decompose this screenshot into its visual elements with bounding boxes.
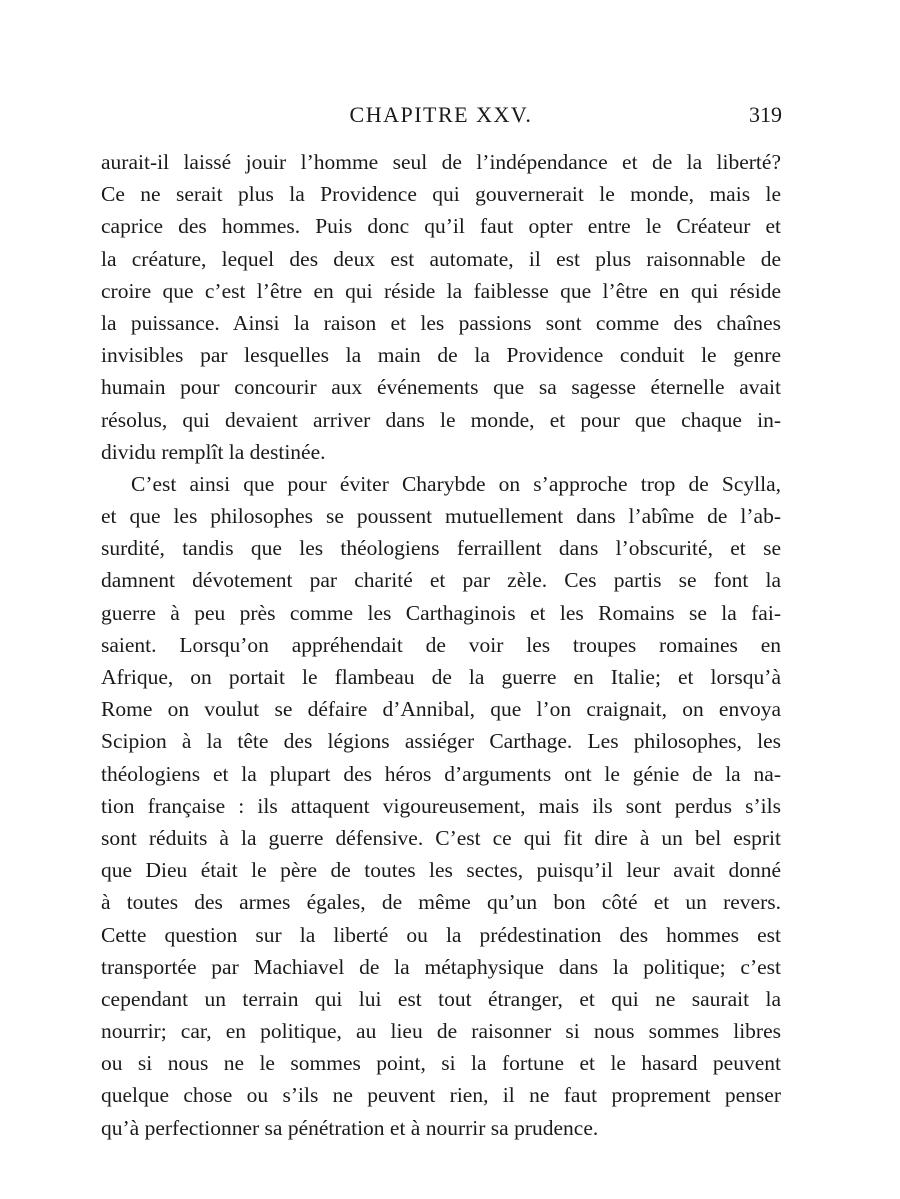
text-line: croire que c’est l’être en qui réside la faiblesse que l’être en qui réside: [101, 278, 781, 303]
body-text: [101, 146, 781, 1144]
text-line: surdité, tandis que les théologiens ferraillent dans l’obscurité, et se: [101, 536, 781, 561]
text-line: à toutes des armes égales, de même qu’un bon côté et un revers.: [101, 890, 781, 915]
text-line: Rome on voulut se défaire d’Annibal, que l’on craignait, on envoya: [101, 697, 781, 722]
text-line: Scipion à la tête des légions assiéger Carthage. Les philosophes, les: [101, 729, 781, 754]
running-head: [100, 98, 782, 134]
text-line: ou si nous ne le sommes point, si la fortune et le hasard peuvent: [101, 1051, 781, 1076]
paragraph: [101, 468, 781, 1144]
text-line: la puissance. Ainsi la raison et les passions sont comme des chaînes: [101, 310, 781, 335]
text-line: résolus, qui devaient arriver dans le monde, et pour que chaque in-: [101, 407, 781, 432]
text-line: que Dieu était le père de toutes les sectes, puisqu’il leur avait donné: [101, 858, 781, 883]
chapter-title: CHAPITRE XXV.: [349, 102, 533, 127]
text-line: quelque chose ou s’ils ne peuvent rien, il ne faut proprement penser: [101, 1083, 781, 1108]
text-line: humain pour concourir aux événements que sa sagesse éternelle avait: [101, 375, 781, 400]
text-line: C’est ainsi que pour éviter Charybde on s’approche trop de Scylla,: [131, 471, 781, 496]
text-line: et que les philosophes se poussent mutuellement dans l’abîme de l’ab-: [101, 504, 781, 529]
text-line: transportée par Machiavel de la métaphysique dans la politique; c’est: [101, 954, 781, 979]
text-line: qu’à perfectionner sa pénétration et à nourrir sa prudence.: [101, 1115, 599, 1140]
text-line: Afrique, on portait le flambeau de la guerre en Italie; et lorsqu’à: [101, 665, 781, 689]
text-line: théologiens et la plupart des héros d’arguments ont le génie de la na-: [101, 761, 781, 786]
text-line: tion française : ils attaquent vigoureusement, mais ils sont perdus s’ils: [101, 793, 781, 818]
text-line: Cette question sur la liberté ou la prédestination des hommes est: [101, 922, 781, 947]
text-line: dividu remplît la destinée.: [101, 439, 326, 464]
text-line: guerre à peu près comme les Carthaginois et les Romains se la fai-: [101, 600, 781, 625]
text-line: invisibles par lesquelles la main de la Providence conduit le genre: [101, 343, 781, 368]
page-number: 319: [749, 102, 782, 127]
text-line: saient. Lorsqu’on appréhendait de voir les troupes romaines en: [101, 632, 781, 657]
text-line: damnent dévotement par charité et par zèle. Ces partis se font la: [101, 568, 781, 593]
text-line: sont réduits à la guerre défensive. C’est ce qui fit dire à un bel esprit: [101, 825, 781, 850]
text-line: aurait-il laissé jouir l’homme seul de l’indépendance et de la liberté?: [101, 150, 781, 174]
text-line: cependant un terrain qui lui est tout étranger, et qui ne saurait la: [101, 986, 781, 1011]
text-line: caprice des hommes. Puis donc qu’il faut opter entre le Créateur et: [101, 214, 781, 239]
text-line: nourrir; car, en politique, au lieu de raisonner si nous sommes libres: [101, 1019, 781, 1044]
text-line: Ce ne serait plus la Providence qui gouvernerait le monde, mais le: [101, 182, 781, 207]
paragraph: [101, 146, 781, 468]
text-line: la créature, lequel des deux est automate, il est plus raisonnable de: [101, 246, 781, 271]
